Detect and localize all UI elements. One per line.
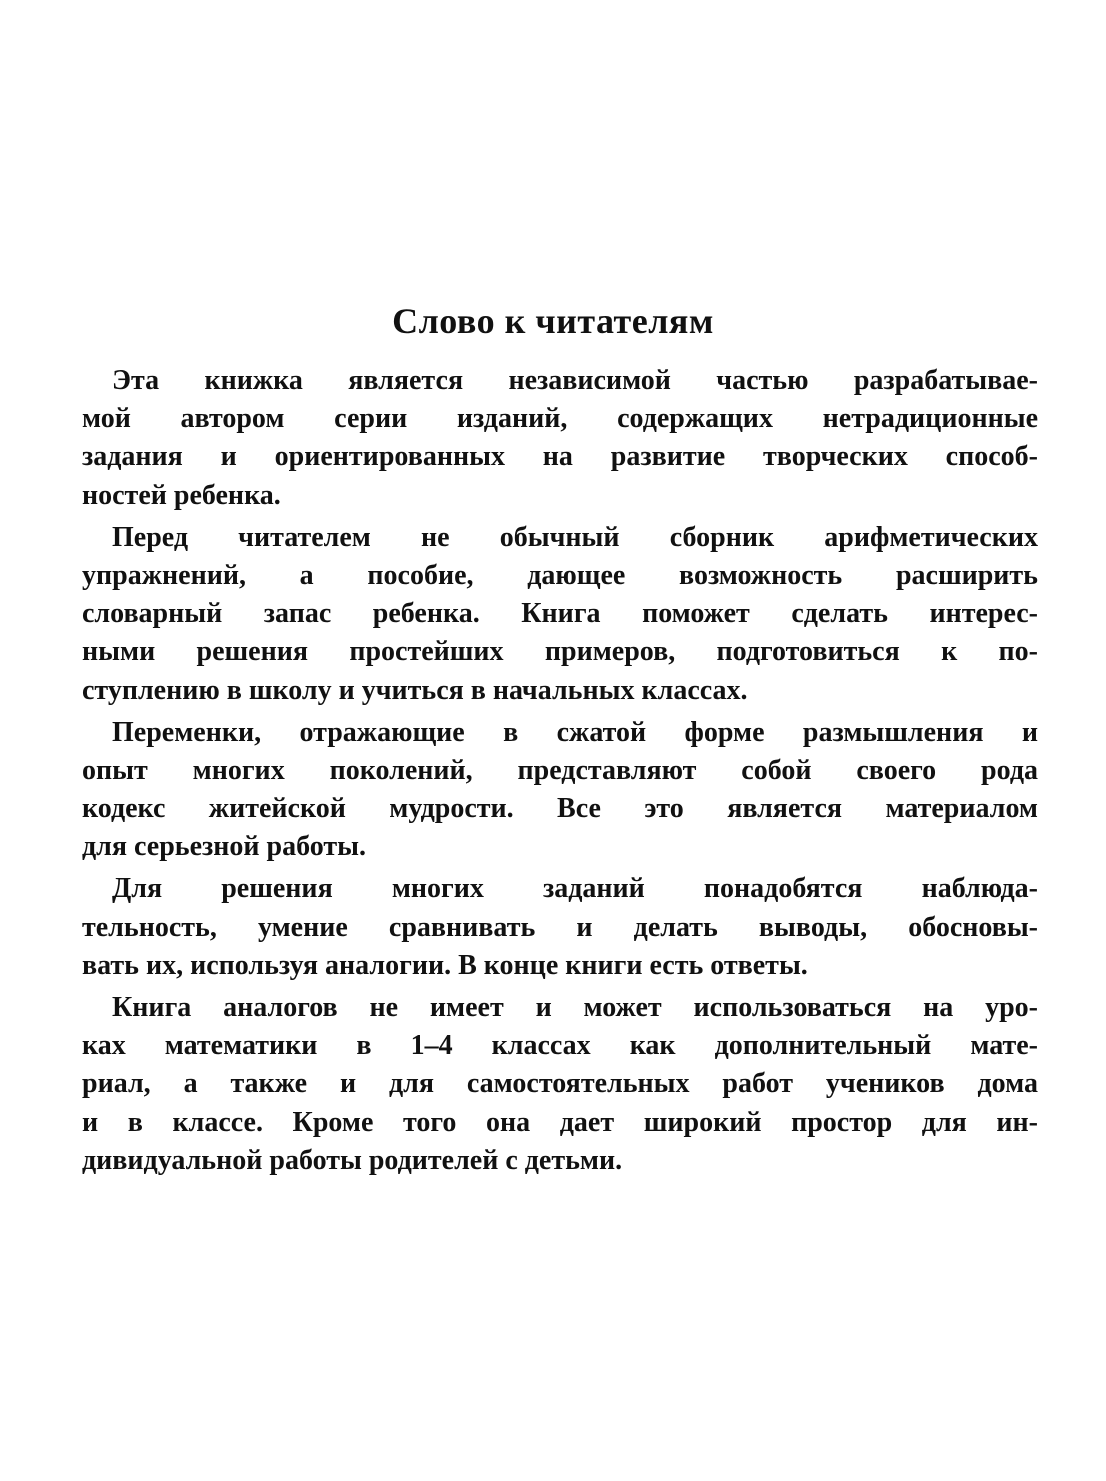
- body-text: [82, 362, 1038, 1184]
- text-line: и в классе. Кроме того она дает широкий простор для ин-: [82, 1106, 1038, 1138]
- text-line: словарный запас ребенка. Книга поможет сделать интерес-: [82, 598, 1038, 630]
- page-title: Слово к читателям: [392, 301, 714, 341]
- text-line: вать их, используя аналогии. В конце книги есть ответы.: [82, 949, 808, 981]
- text-line: дивидуальной работы родителей с детьми.: [82, 1144, 623, 1176]
- paragraph: [82, 714, 1038, 867]
- text-line: ностей ребенка.: [82, 479, 281, 511]
- text-line: ными решения простейших примеров, подготовиться к по-: [82, 636, 1038, 668]
- text-line: риал, а также и для самостоятельных работ учеников дома: [82, 1068, 1038, 1100]
- paragraph: [82, 989, 1038, 1180]
- paragraph: [82, 519, 1038, 710]
- text-line: ступлению в школу и учиться в начальных классах.: [82, 674, 748, 706]
- paragraph: [82, 362, 1038, 515]
- text-line: опыт многих поколений, представляют собой своего рода: [82, 754, 1038, 786]
- text-line: кодекс житейской мудрости. Все это является материалом: [82, 793, 1038, 825]
- paragraph: [82, 870, 1038, 985]
- text-line: Переменки, отражающие в сжатой форме размышления и: [112, 716, 1038, 748]
- text-line: Перед читателем не обычный сборник арифметических: [112, 521, 1038, 553]
- text-line: Для решения многих заданий понадобятся наблюда-: [112, 873, 1038, 905]
- text-line: Книга аналогов не имеет и может использоваться на уро-: [112, 992, 1038, 1023]
- text-line: ках математики в 1–4 классах как дополнительный мате-: [82, 1030, 1038, 1062]
- text-line: мой автором серии изданий, содержащих нетрадиционные: [82, 403, 1038, 435]
- text-line: для серьезной работы.: [82, 831, 366, 863]
- text-line: задания и ориентированных на развитие творческих способ-: [82, 441, 1038, 473]
- text-line: Эта книжка является независимой частью разрабатывае-: [112, 365, 1038, 396]
- text-line: упражнений, а пособие, дающее возможность расширить: [82, 559, 1038, 591]
- text-line: тельность, умение сравнивать и делать выводы, обосновы-: [82, 911, 1038, 943]
